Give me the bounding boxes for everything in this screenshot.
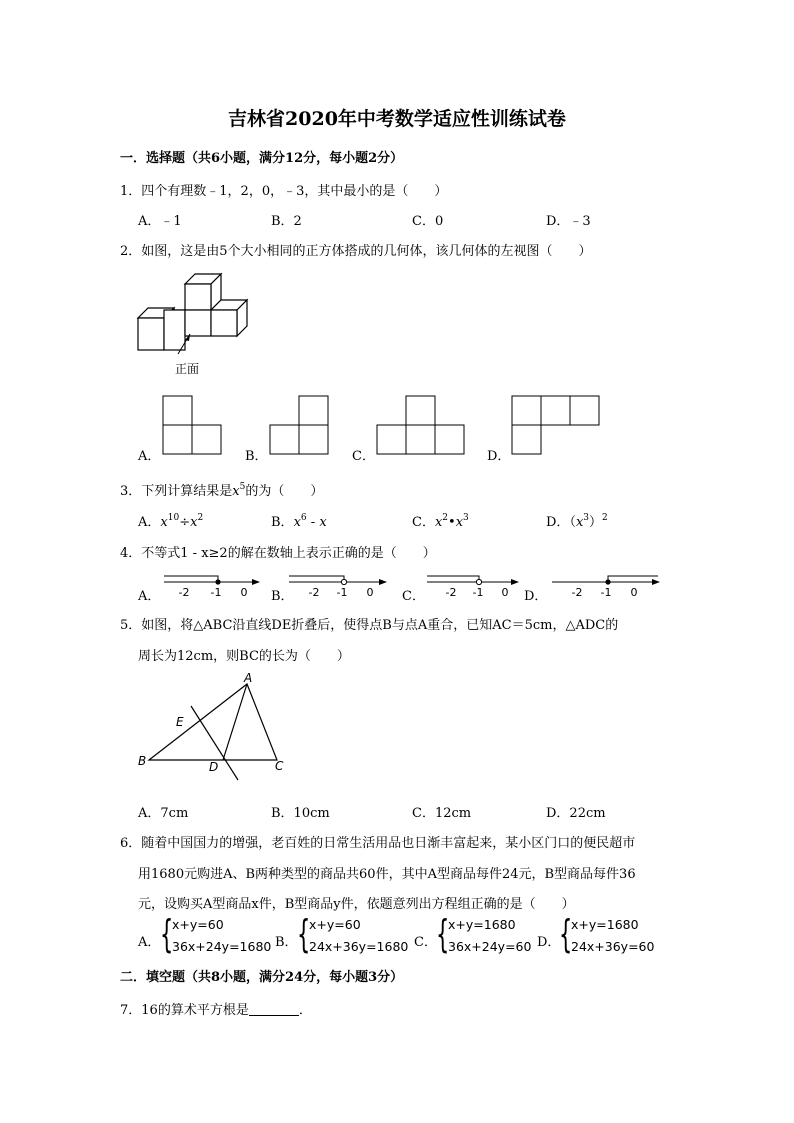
- triangle-figure: [135, 672, 295, 782]
- q5-option-c[interactable]: C．12cm: [412, 806, 472, 821]
- q4-option-a[interactable]: A．: [138, 589, 161, 604]
- question-4-stem: 4．不等式1 - x≥2的解在数轴上表示正确的是（ ）: [120, 546, 436, 561]
- q5-option-b[interactable]: B．10cm: [271, 806, 330, 821]
- q2-option-a-view: [162, 395, 222, 455]
- q2-option-b-view: [269, 395, 329, 455]
- q3-stem-end: 的为（ ）: [245, 484, 324, 499]
- q5-option-d[interactable]: D．22cm: [546, 806, 606, 821]
- q3-stem-start: 3．下列计算结果是: [120, 484, 233, 499]
- q6-option-a[interactable]: A．: [138, 935, 161, 950]
- question-5-stem-line1: 5．如图，将△ABC沿直线DE折叠后，使得点B与点A重合，已知AC＝5cm，△ADC的: [120, 618, 619, 633]
- q6-option-c[interactable]: C．: [414, 935, 437, 950]
- point-label-c: C: [275, 759, 284, 773]
- q4-option-c-numberline: [425, 568, 523, 600]
- q1-option-b[interactable]: B．2: [271, 214, 302, 229]
- q4-option-b-numberline: [287, 568, 391, 600]
- q2-option-a[interactable]: A．: [138, 449, 161, 464]
- brace-icon: {: [297, 912, 311, 956]
- section-heading-choice: 一．选择题（共6小题，满分12分，每小题2分）: [120, 151, 404, 166]
- q3-stem-var: x: [232, 484, 240, 499]
- tick-label: -1: [472, 586, 484, 599]
- q6-option-b[interactable]: B．: [275, 935, 298, 950]
- q6-option-a-system: x+y=60 36x+24y=1680: [172, 917, 272, 954]
- q5-option-a[interactable]: A．7cm: [138, 806, 189, 821]
- tick-label: 0: [240, 586, 248, 599]
- tick-label: -2: [178, 586, 190, 599]
- tick-label: -2: [308, 586, 320, 599]
- q6-option-c-system: x+y=1680 36x+24y=60: [448, 917, 532, 954]
- q4-option-a-numberline: [162, 568, 262, 600]
- question-6-line2: 用1680元购进A、B两种类型的商品共60件，其中A型商品每件24元，B型商品每件36: [138, 867, 636, 882]
- point-label-d: D: [209, 760, 219, 774]
- tick-label: -1: [600, 586, 612, 599]
- q6-option-d[interactable]: D．: [537, 935, 561, 950]
- question-7-stem: 7．16的算术平方根是 ．: [120, 1003, 312, 1018]
- tick-label: -1: [210, 586, 222, 599]
- q4-option-d[interactable]: D．: [524, 589, 548, 604]
- q2-option-c-view: [376, 395, 465, 455]
- q6-option-b-system: x+y=60 24x+36y=1680: [309, 917, 409, 954]
- tick-label: 0: [366, 586, 374, 599]
- q1-option-d[interactable]: D．﹣3: [546, 214, 591, 229]
- section-heading-fill: 二．填空题（共8小题，满分24分，每小题3分）: [120, 970, 404, 985]
- front-view-label: 正面: [175, 362, 200, 376]
- brace-icon: {: [559, 912, 573, 956]
- q1-option-a[interactable]: A．﹣1: [138, 214, 182, 229]
- brace-icon: {: [436, 912, 450, 956]
- q3-option-d[interactable]: D．$(x^3)^2$: [546, 513, 608, 530]
- tick-label: -2: [571, 586, 583, 599]
- tick-label: 0: [501, 586, 509, 599]
- question-5-stem-line2: 周长为12cm，则BC的长为（ ）: [138, 649, 350, 664]
- question-6-line1: 6．随着中国国力的增强，老百姓的日常生活用品也日渐丰富起来，某小区门口的便民超市: [120, 836, 636, 851]
- question-2-stem: 2．如图，这是由5个大小相同的正方体搭成的几何体，该几何体的左视图（ ）: [120, 244, 592, 259]
- q3-stem-exp: 5: [239, 482, 246, 492]
- q3-option-c[interactable]: C．$x^2•x^3$: [412, 513, 469, 530]
- question-1-stem: 1．四个有理数﹣1，2，0，﹣3，其中最小的是（ ）: [120, 184, 448, 199]
- q4-option-c[interactable]: C．: [402, 589, 425, 604]
- q3-option-b[interactable]: B．$x^6$ - x: [271, 513, 327, 530]
- page-title: 吉林省2020年中考数学适应性训练试卷: [228, 108, 566, 130]
- q2-option-b[interactable]: B．: [245, 449, 268, 464]
- question-6-line3: 元，设购买A型商品x件，B型商品y件，依题意列出方程组正确的是（ ）: [138, 897, 575, 912]
- q4-option-b[interactable]: B．: [271, 589, 294, 604]
- point-label-b: B: [138, 754, 147, 768]
- point-label-a: A: [244, 671, 253, 685]
- q1-option-c[interactable]: C．0: [412, 214, 444, 229]
- q2-option-d[interactable]: D．: [487, 449, 511, 464]
- q4-option-d-numberline: [550, 568, 664, 600]
- q2-option-d-view: [511, 395, 600, 455]
- tick-label: 0: [630, 586, 638, 599]
- tick-label: -1: [336, 586, 348, 599]
- brace-icon: {: [160, 912, 174, 956]
- answer-blank[interactable]: [249, 1003, 299, 1016]
- q6-option-d-system: x+y=1680 24x+36y=60: [571, 917, 655, 954]
- tick-label: -2: [445, 586, 457, 599]
- q3-option-a[interactable]: A．$x^{10}\div x^2$: [138, 513, 204, 530]
- point-label-e: E: [176, 715, 184, 729]
- question-3-stem: [120, 480, 323, 499]
- q2-option-c[interactable]: C．: [352, 449, 375, 464]
